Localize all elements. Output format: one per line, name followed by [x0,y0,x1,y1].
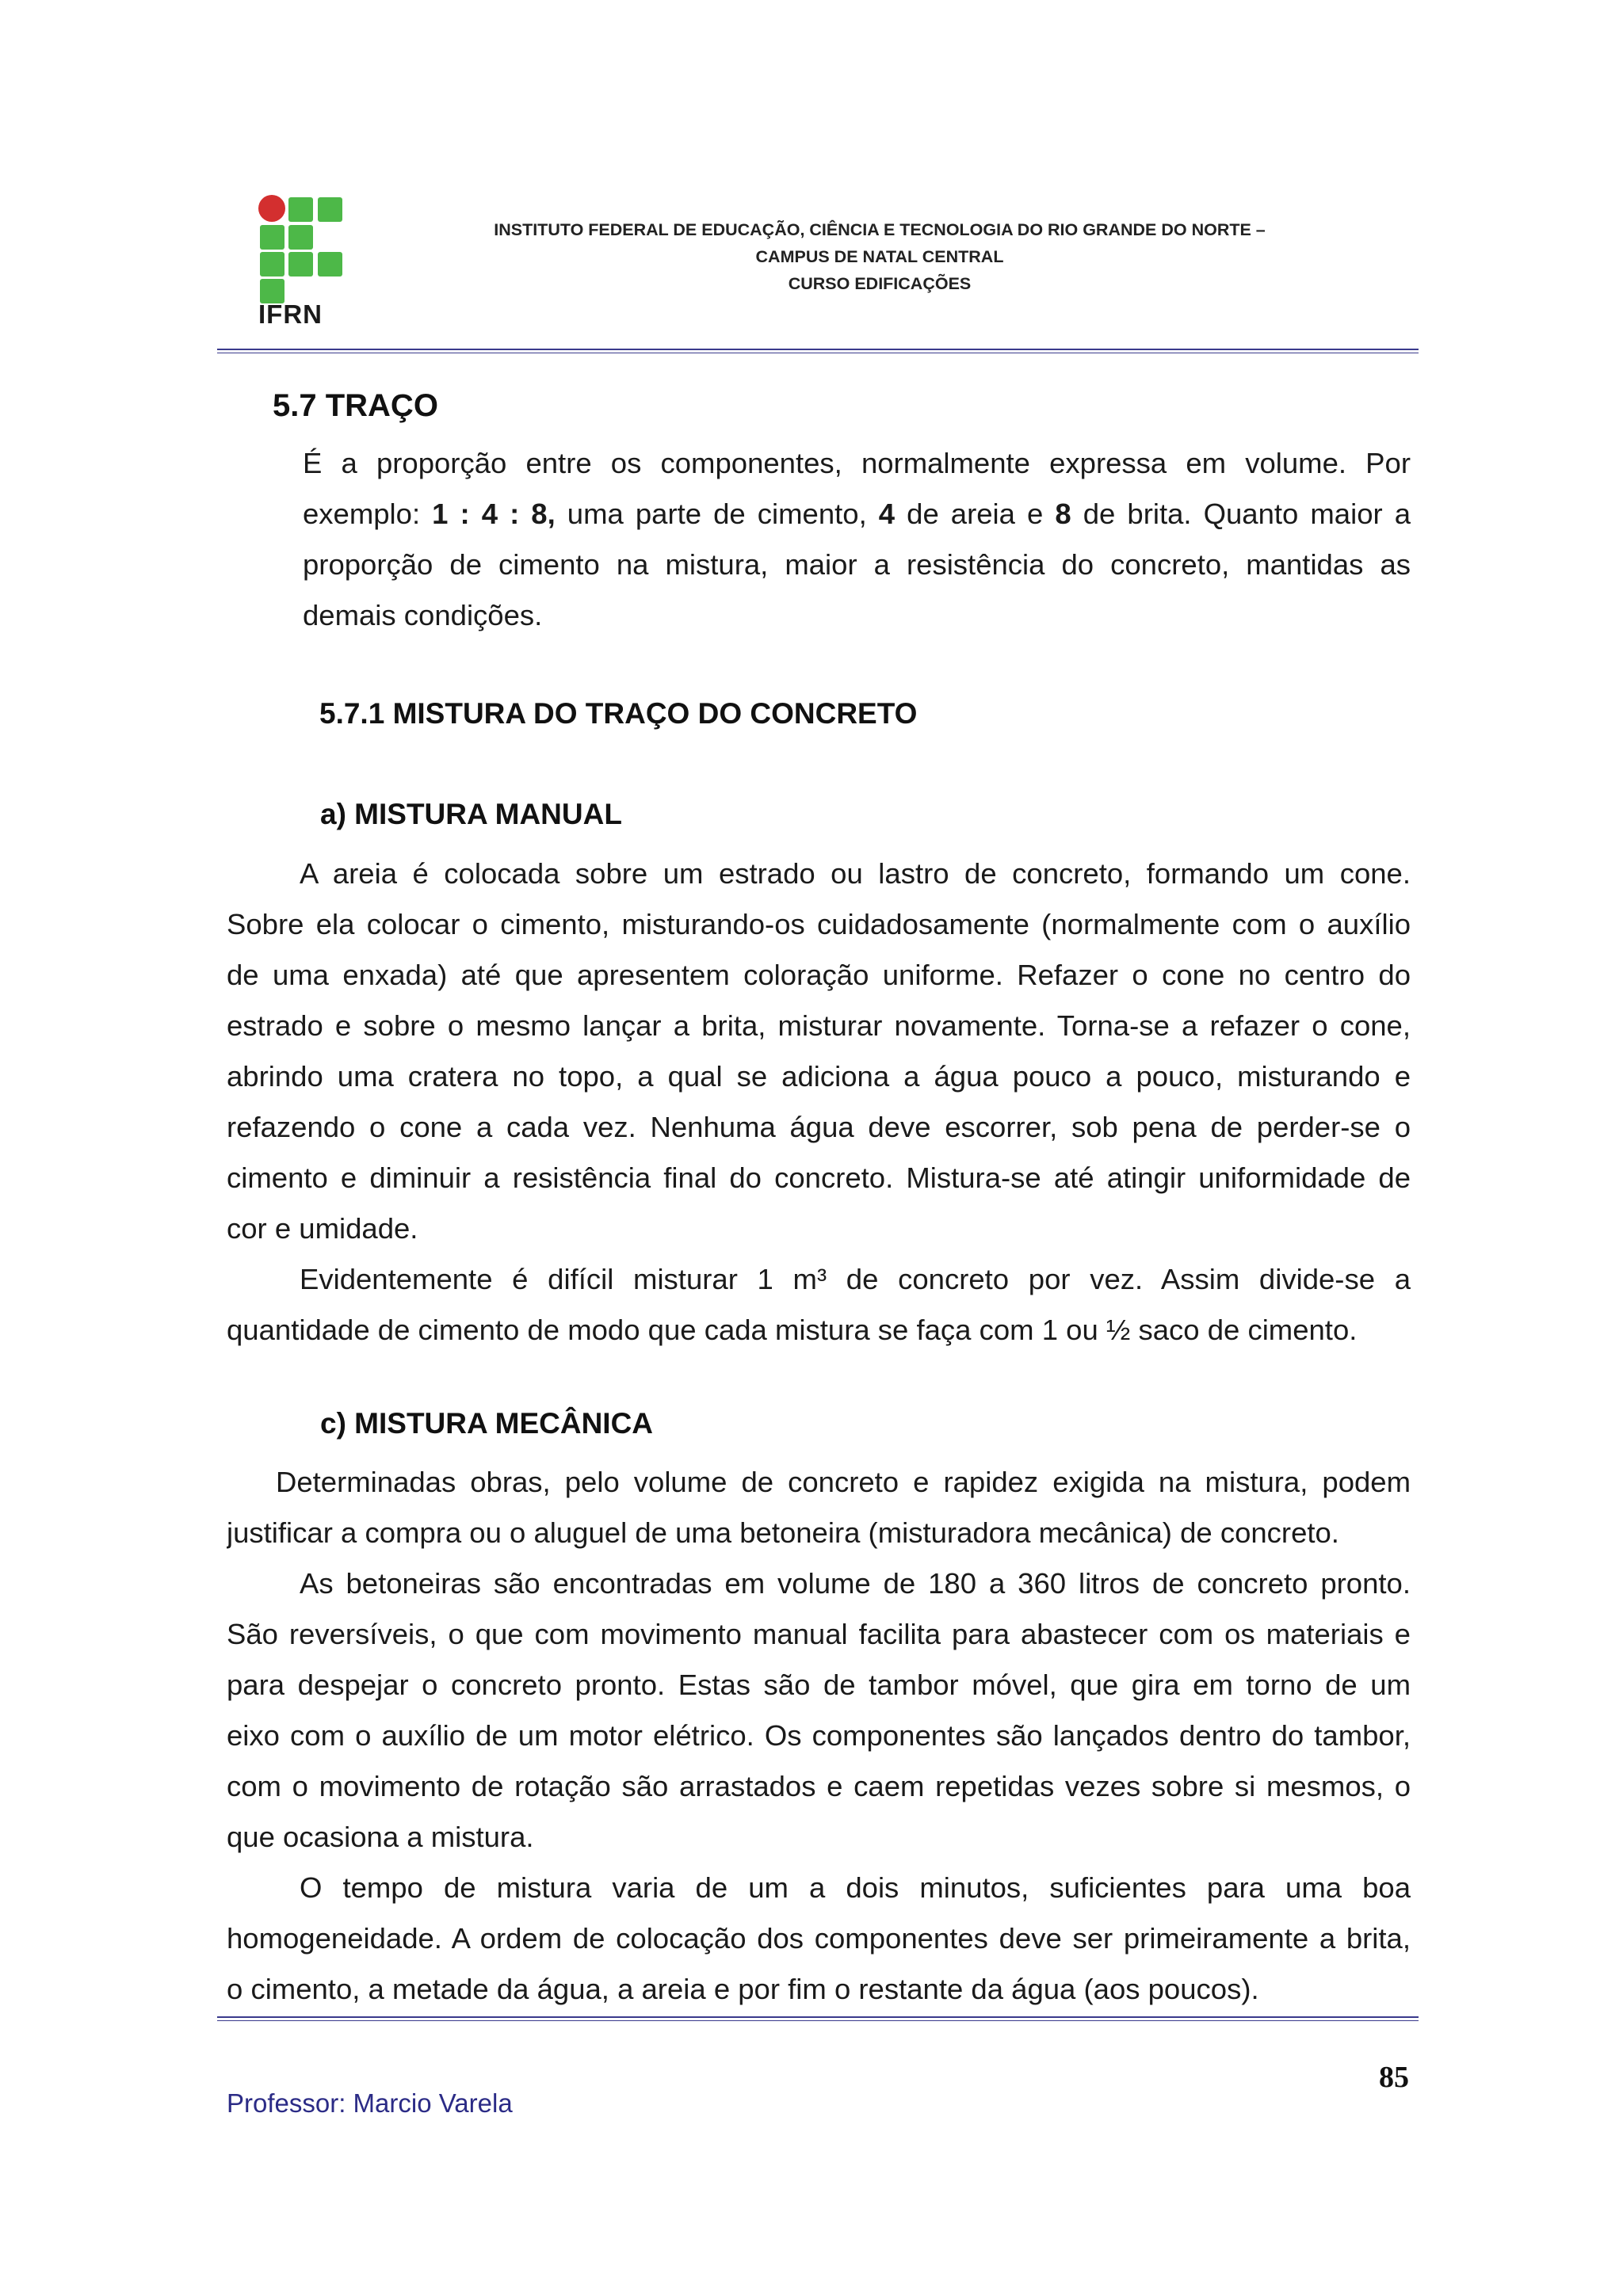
page-number: 85 [1379,2061,1409,2094]
mecanica-heading: c) MISTURA MECÂNICA [320,1407,654,1440]
manual-paragraph-2 [227,1254,1411,1356]
text-line: As betoneiras são encontradas em volume de 180 a 360 litros de concreto pronto. [300,1567,1411,1600]
text-line: estrado e sobre o mesmo lançar a brita, misturar novamente. Torna-se a refazer o cone, [227,1009,1411,1042]
logo-red-dot [258,195,285,222]
header-rule [217,349,1419,350]
intro-line: É a proporção entre os componentes, normalmente expressa em volume. Por [303,447,1411,479]
text-line: refazendo o cone a cada vez. Nenhuma água deve escorrer, sob pena de perder-se o [227,1111,1411,1143]
text-line: o cimento, a metade da água, a areia e por fim o restante da água (aos poucos). [227,1973,1259,2005]
text-line: justificar a compra ou o aluguel de uma betoneira (misturadora mecânica) de concreto. [227,1516,1339,1549]
intro-line-rich: exemplo: 1 : 4 : 8, uma parte de cimento, 4 de areia e 8 de brita. Quanto maior a [303,498,1411,530]
ifrn-logo [258,195,344,329]
text-line: A areia é colocada sobre um estrado ou lastro de concreto, formando um cone. [300,857,1411,890]
institution-line-1: INSTITUTO FEDERAL DE EDUCAÇÃO, CIÊNCIA E TECNOLOGIA DO RIO GRANDE DO NORTE – [494,220,1266,239]
institution-line-3: CURSO EDIFICAÇÕES [788,274,972,293]
intro-line: proporção de cimento na mistura, maior a resistência do concreto, mantidas as [303,548,1411,581]
intro-paragraph [303,438,1411,641]
text-line: O tempo de mistura varia de um a dois minutos, suficientes para uma boa [300,1871,1411,1904]
footer-rule [217,2016,1419,2018]
institution-line-2: CAMPUS DE NATAL CENTRAL [755,247,1004,266]
text-line: cimento e diminuir a resistência final do concreto. Mistura-se até atingir uniformidade de [227,1161,1411,1194]
text-line: Sobre ela colocar o cimento, misturando-os cuidadosamente (normalmente com o auxílio [227,908,1411,940]
manual-paragraph-1 [227,849,1411,1254]
text-line: eixo com o auxílio de um motor elétrico. Os componentes são lançados dentro do tambor, [227,1719,1411,1752]
section-heading: 5.7 TRAÇO [273,388,438,423]
text-line: com o movimento de rotação são arrastados e caem repetidas vezes sobre si mesmos, o [227,1770,1411,1802]
footer-rule-thin [217,2020,1419,2021]
mecanica-paragraph-2 [227,1558,1411,1863]
manual-heading: a) MISTURA MANUAL [320,798,622,830]
text-line: homogeneidade. A ordem de colocação dos componentes deve ser primeiramente a brita, [227,1922,1411,1955]
intro-line: demais condições. [303,599,543,631]
subsection-heading: 5.7.1 MISTURA DO TRAÇO DO CONCRETO [319,697,918,730]
text-line: Evidentemente é difícil misturar 1 m³ de concreto por vez. Assim divide-se a [300,1263,1411,1295]
text-line: abrindo uma cratera no topo, a qual se adiciona a água pouco a pouco, misturando e [227,1060,1411,1093]
mecanica-paragraph-1 [227,1457,1411,1558]
text-line: cor e umidade. [227,1212,418,1245]
text-line: que ocasiona a mistura. [227,1821,534,1853]
text-line: de uma enxada) até que apresentem coloração uniforme. Refazer o cone no centro do [227,959,1411,991]
professor-credit: Professor: Marcio Varela [227,2088,513,2118]
text-line: para despejar o concreto pronto. Estas são de tambor móvel, que gira em torno de um [227,1669,1411,1701]
text-line: Determinadas obras, pelo volume de concreto e rapidez exigida na mistura, podem [276,1466,1411,1498]
text-line: quantidade de cimento de modo que cada mistura se faça com 1 ou ½ saco de cimento. [227,1314,1358,1346]
mecanica-paragraph-3 [227,1863,1411,2015]
logo-text: IFRN [258,299,323,329]
text-line: São reversíveis, o que com movimento manual facilita para abastecer com os materiais e [227,1618,1411,1650]
